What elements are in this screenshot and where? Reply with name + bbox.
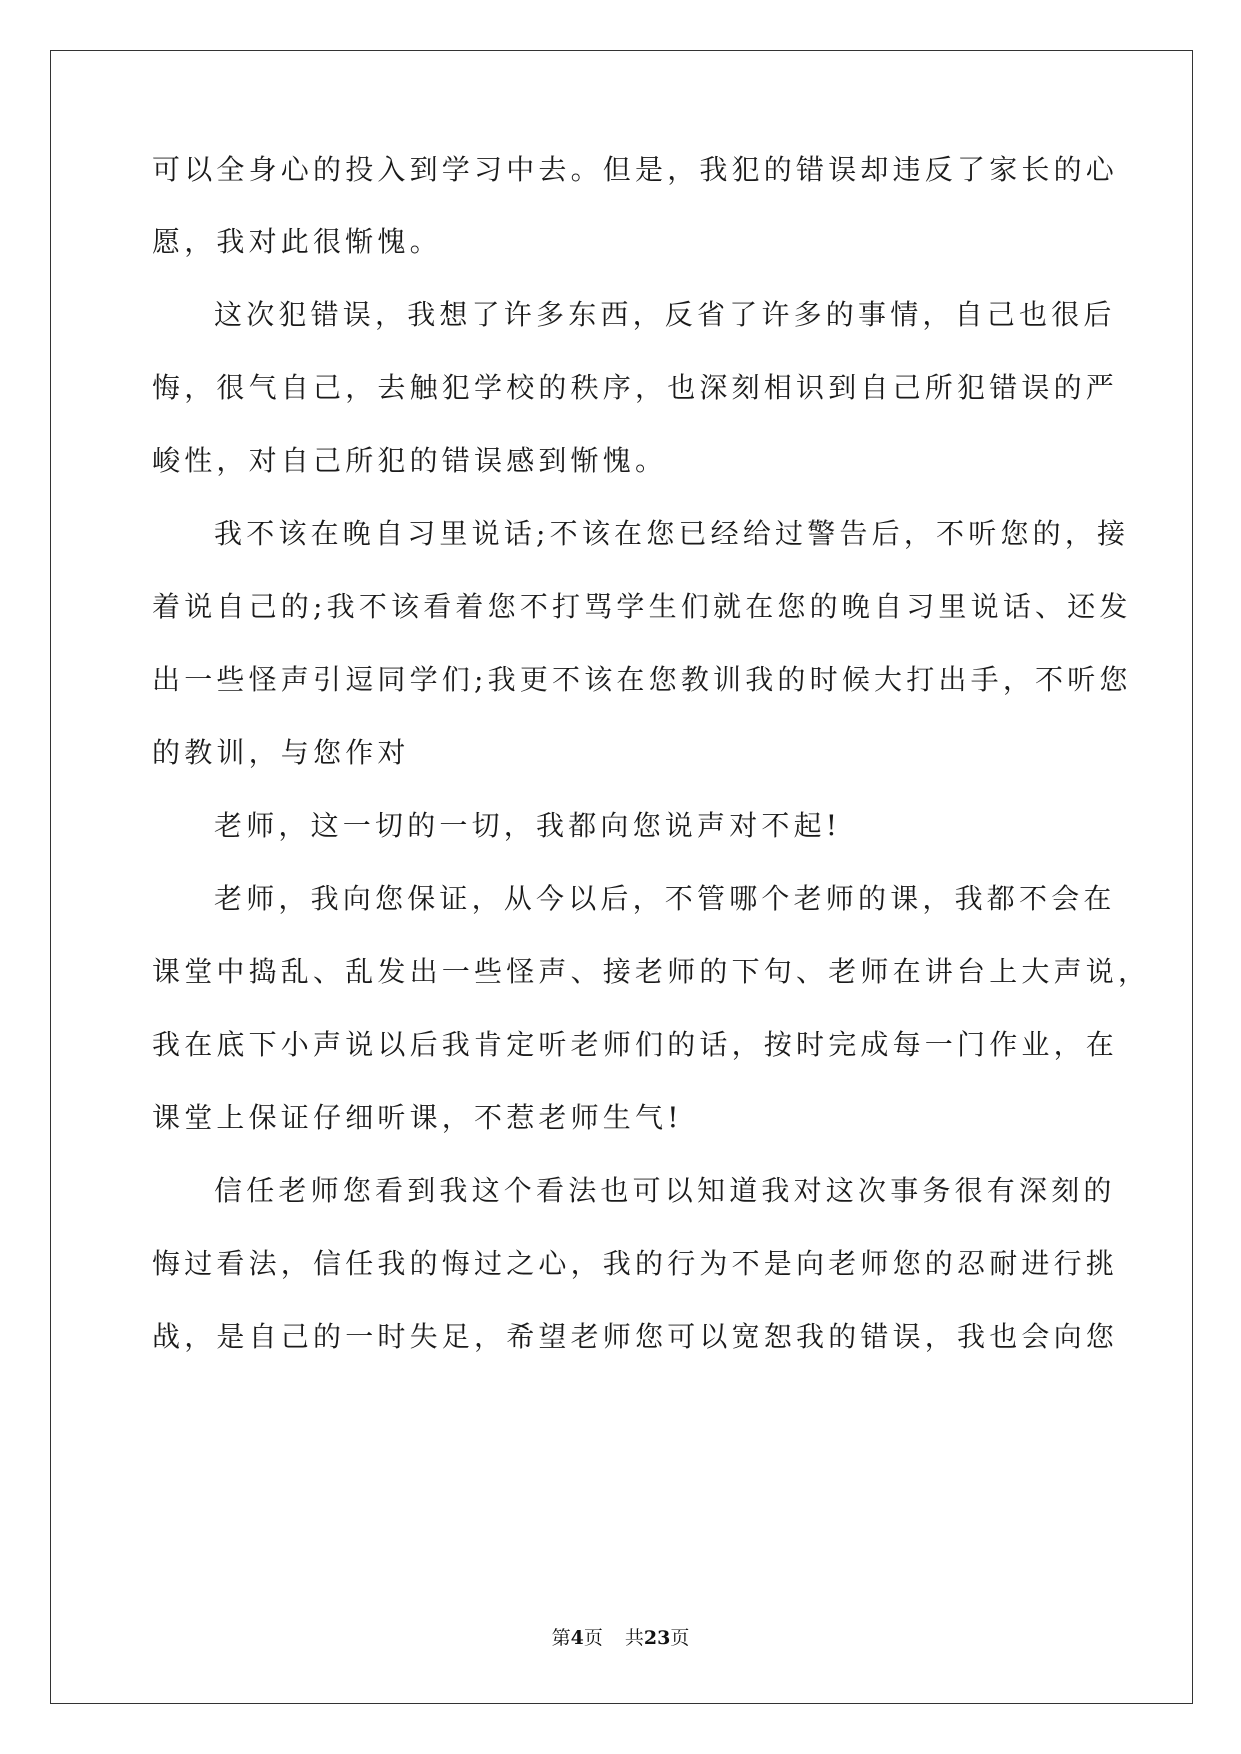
- text-line: 着说自己的;我不该看着您不打骂学生们就在您的晚自习里说话、还发: [152, 590, 1132, 623]
- paragraph-start-line: 老师，我向您保证，从今以后，不管哪个老师的课，我都不会在: [214, 882, 1116, 915]
- text-line: 出一些怪声引逗同学们;我更不该在您教训我的时候大打出手，不听您: [152, 663, 1132, 696]
- total-prefix: 共: [624, 1627, 644, 1649]
- total-pages: 23: [643, 1627, 671, 1649]
- total-suffix: 页: [670, 1627, 690, 1649]
- page-number: 4: [570, 1627, 584, 1649]
- text-line: 战，是自己的一时失足，希望老师您可以宽恕我的错误，我也会向您: [152, 1320, 1119, 1353]
- paragraph-start-line: 老师，这一切的一切，我都向您说声对不起!: [214, 809, 842, 842]
- text-line: 的教训，与您作对: [152, 736, 410, 769]
- paragraph-start-line: 这次犯错误，我想了许多东西，反省了许多的事情，自己也很后: [214, 298, 1116, 331]
- page-prefix: 第: [551, 1627, 571, 1649]
- page-footer: [0, 1625, 1241, 1651]
- text-line: 峻性，对自己所犯的错误感到惭愧。: [152, 444, 668, 477]
- text-line: 悔，很气自己，去触犯学校的秩序，也深刻相识到自己所犯错误的严: [152, 371, 1119, 404]
- text-line: 我在底下小声说以后我肯定听老师们的话，按时完成每一门作业，在: [152, 1028, 1119, 1061]
- text-line: 愿，我对此很惭愧。: [152, 225, 442, 258]
- text-line: 课堂上保证仔细听课，不惹老师生气!: [152, 1101, 683, 1134]
- paragraph-start-line: 我不该在晚自习里说话;不该在您已经给过警告后，不听您的，接: [214, 517, 1130, 550]
- paragraph-start-line: 信任老师您看到我这个看法也可以知道我对这次事务很有深刻的: [214, 1174, 1116, 1207]
- text-line: 可以全身心的投入到学习中去。但是，我犯的错误却违反了家长的心: [152, 153, 1119, 186]
- text-line: 课堂中捣乱、乱发出一些怪声、接老师的下句、老师在讲台上大声说，: [152, 955, 1151, 988]
- page-suffix: 页: [583, 1627, 603, 1649]
- text-line: 悔过看法，信任我的悔过之心，我的行为不是向老师您的忍耐进行挑: [152, 1247, 1119, 1280]
